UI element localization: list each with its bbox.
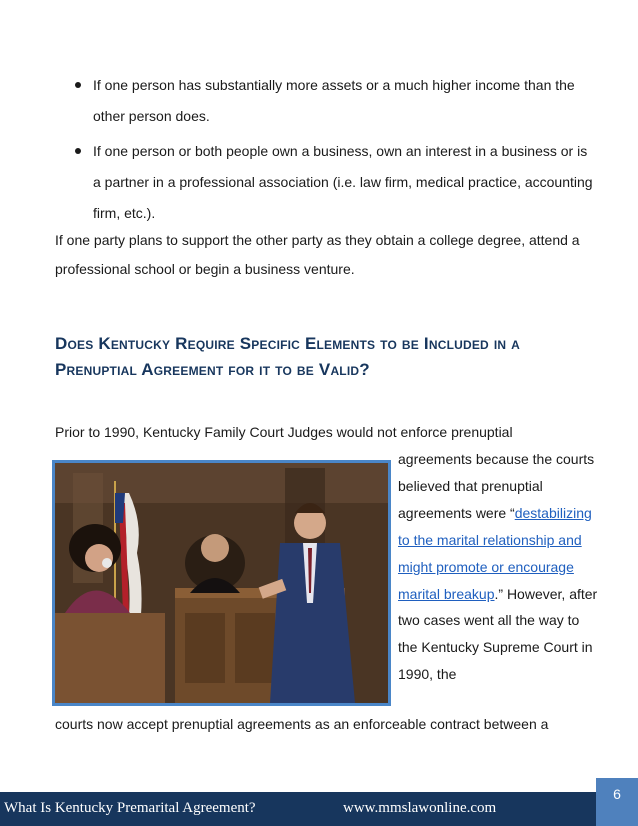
paragraph-prior: Prior to 1990, Kentucky Family Court Judges would not enforce prenuptial: [55, 424, 513, 440]
paragraph-last: courts now accept prenuptial agreements as an enforceable contract between a: [55, 716, 549, 732]
page-number: 6: [613, 786, 621, 802]
courtroom-photo: [52, 460, 391, 706]
wrap-text-before: agreements because the courts believed that prenuptial agreements were “: [398, 451, 595, 521]
wrapped-paragraph: [398, 446, 598, 688]
bullet-item: If one person has substantially more assets or a much higher income than the other person does.: [74, 70, 594, 132]
source-link[interactable]: destabilizing to the marital relationship and might promote or encourage marital breakup: [398, 504, 592, 602]
bullet-item: If one person or both people own a business, own an interest in a business or is a partner in a professional association (i.e. law firm, medical practice, accounting firm, etc.).: [74, 136, 594, 229]
section-heading: Does Kentucky Require Specific Elements to be Included in a Prenuptial Agreement for it to be Valid?: [55, 334, 521, 379]
footer-title: What Is Kentucky Premarital Agreement?: [4, 800, 256, 816]
wrap-text-after: .” However, after two cases went all the way to the Kentucky Supreme Court in 1990, the: [398, 585, 598, 683]
paragraph-support: If one party plans to support the other party as they obtain a college degree, attend a professional school or begin a business venture.: [55, 232, 580, 277]
courtroom-illustration: [55, 463, 388, 703]
bullet-list: [74, 70, 594, 233]
footer-url[interactable]: www.mmslawonline.com: [343, 800, 497, 816]
